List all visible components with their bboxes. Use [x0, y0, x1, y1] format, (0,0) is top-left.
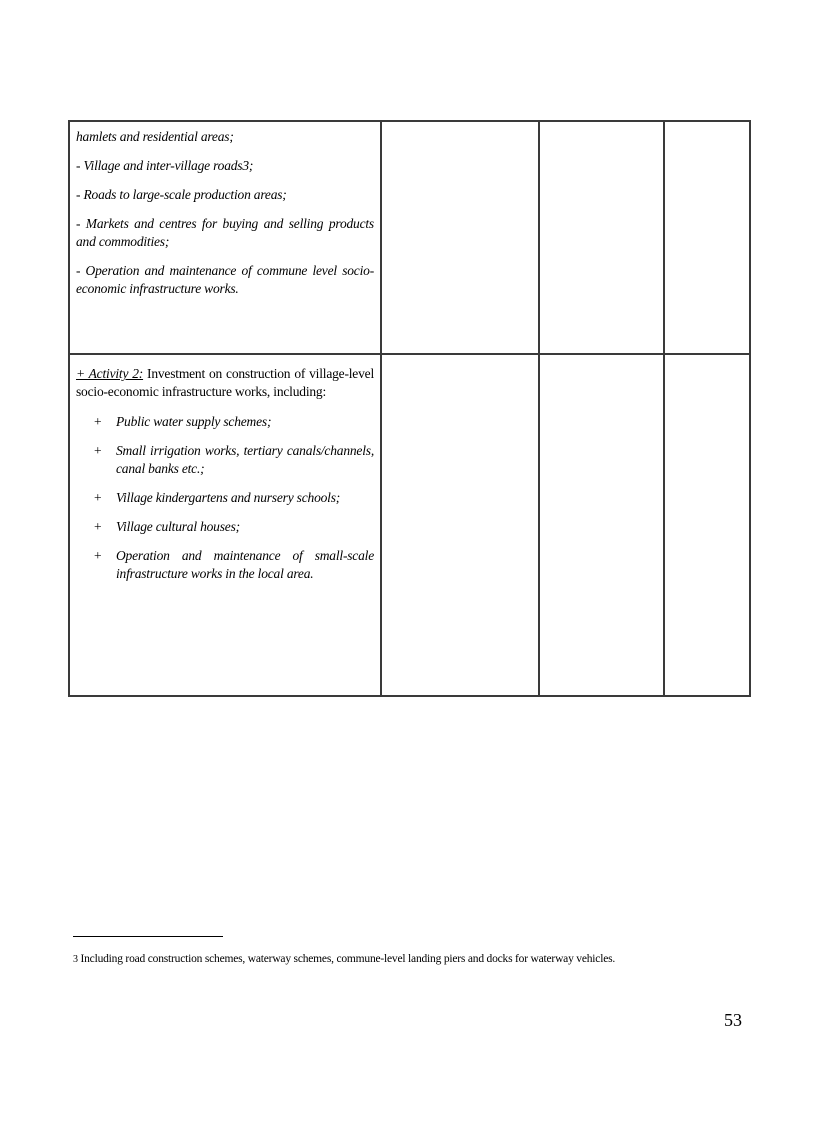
table-row [69, 354, 750, 696]
list-item: - Markets and centres for buying and selling products and commodities; [76, 216, 374, 249]
footnote-text: Including road construction schemes, waterway schemes, commune-level landing piers and docks for waterway vehicles. [77, 953, 616, 965]
list-item: + Village cultural houses; [94, 519, 240, 534]
activity-heading [76, 365, 374, 401]
empty-cell [664, 121, 750, 354]
empty-cell [539, 121, 664, 354]
activity-description-cell [69, 354, 381, 696]
activity-items [76, 413, 374, 583]
empty-cell [381, 121, 539, 354]
plus-bullet: + [94, 414, 102, 429]
activity-description-cell [69, 121, 381, 354]
table-row [69, 121, 750, 354]
page-number: 53 [724, 1010, 742, 1030]
list-item: hamlets and residential areas; [76, 129, 234, 144]
plus-bullet: + [94, 443, 102, 458]
list-item: + Small irrigation works, tertiary canals/channels, canal banks etc.; [94, 443, 374, 476]
empty-cell [664, 354, 750, 696]
footnote-mark: 3 [73, 954, 78, 965]
list-item: + Public water supply schemes; [94, 414, 272, 429]
activities-table [68, 120, 751, 697]
empty-cell [381, 354, 539, 696]
footnote [73, 952, 753, 967]
empty-cell [539, 354, 664, 696]
plus-bullet: + [94, 519, 102, 534]
footnote-separator [73, 936, 223, 937]
plus-bullet: + [94, 548, 102, 563]
activity-text: Investment on construction of village-level socio-economic infrastructure works, including: [76, 366, 374, 399]
list-item: - Village and inter-village roads3; [76, 158, 254, 173]
list-item: + Operation and maintenance of small-scale infrastructure works in the local area. [94, 548, 374, 581]
list-item: - Operation and maintenance of commune level socio-economic infrastructure works. [76, 263, 374, 296]
activity-label: + Activity 2: [76, 366, 144, 381]
list-item: - Roads to large-scale production areas; [76, 187, 287, 202]
plus-bullet: + [94, 490, 102, 505]
list-item: + Village kindergartens and nursery schools; [94, 490, 341, 505]
